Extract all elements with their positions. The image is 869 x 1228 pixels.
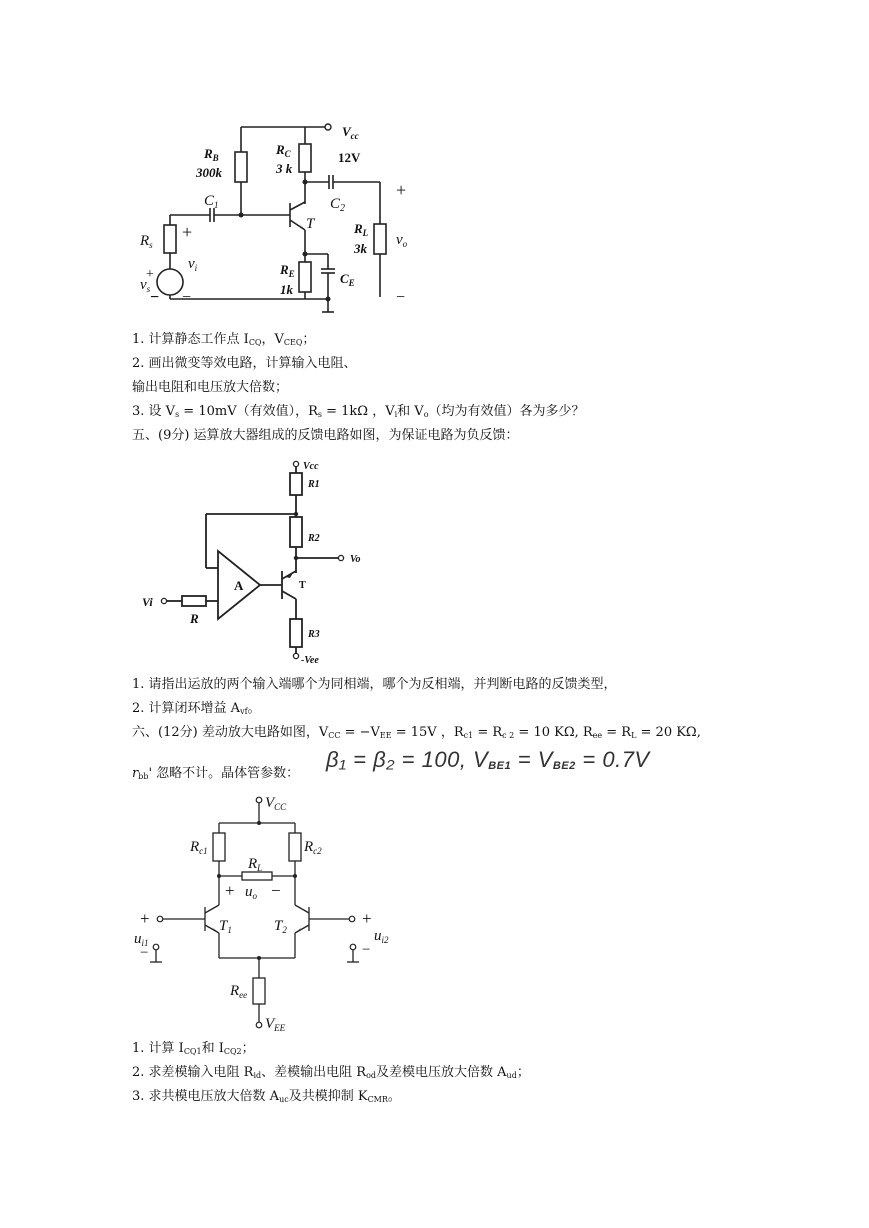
vo-label: Vo: [350, 554, 361, 565]
q6-line-5: 3. 求共模电压放大倍数 $A_{uc}$及共模抑制 $K_{CMR}$。: [132, 1089, 401, 1104]
q5-title: 五、(9分) 运算放大器组成的反馈电路如图，为保证电路为负反馈：: [132, 428, 519, 443]
svg-text:RB: $R_B$: [204, 146, 219, 163]
r2-label: R2: [308, 533, 320, 544]
q4-line-2: 2. 画出微变等效电路，计算输入电阻、: [132, 356, 357, 371]
vcc-label: V: [265, 795, 275, 811]
t1-label: T: [219, 918, 228, 934]
circuit-diagram-ce-amplifier: [130, 112, 430, 324]
svg-text:vs: $v_s$: [140, 277, 151, 294]
svg-text:T2: $T_2$: [274, 918, 287, 935]
svg-text:−: −: [140, 945, 149, 961]
ui1-label: u: [134, 931, 142, 947]
svg-text:vi: $v_i$: [188, 256, 198, 273]
rl-label: R: [248, 856, 258, 872]
opamp-label: A: [234, 578, 244, 593]
vcc-label: Vcc: [303, 461, 319, 472]
t2-label: T: [274, 918, 283, 934]
q4-line-3: 输出电阻和电压放大倍数；: [132, 380, 289, 395]
svg-text:Rc2: $R_{c2}$: [304, 839, 322, 856]
svg-text:CE: $C_E$: [340, 271, 355, 288]
q6-line-3: 1. 计算 $I_{CQ1}$和 $I_{CQ2}$；: [132, 1041, 255, 1056]
svg-text:+: +: [396, 180, 407, 200]
svg-text:Ree: $R_{ee}$: [230, 983, 248, 1000]
svg-text:+: +: [225, 881, 235, 900]
r3-label: R3: [308, 629, 320, 640]
vi-label: Vi: [142, 595, 153, 609]
rl-label: R: [354, 221, 363, 236]
transistor-label: T: [299, 580, 306, 591]
rs-label: R: [140, 233, 150, 249]
vs-label: v: [140, 277, 147, 293]
vo-label: v: [396, 232, 403, 248]
rc-value: 3 k: [276, 161, 293, 176]
svg-text:VEE: $V_{EE}$: [265, 1016, 286, 1033]
rl-value: 3k: [354, 241, 367, 256]
q4-line-4: 3. 设 $V_s = 10mV$（有效值），$R_s = 1k\Omega$ ，$V_i$和 $V_o$（均为有效值）各为多少？: [132, 404, 585, 419]
svg-text:−: −: [271, 881, 281, 900]
vi-label: v: [188, 256, 195, 272]
q5-line-1: 1. 请指出运放的两个输入端哪个为同相端，哪个为反相端，并判断电路的反馈类型，: [132, 677, 617, 692]
vee-label: -Vee: [301, 655, 319, 666]
svg-text:−: −: [362, 942, 371, 958]
svg-text:Rs: $R_s$: [140, 233, 153, 250]
svg-text:uo: $u_o$: [245, 884, 257, 901]
re-label: R: [280, 262, 289, 277]
c2-label: C: [330, 196, 341, 212]
svg-text:+: +: [362, 909, 372, 928]
svg-text:−: −: [150, 289, 160, 306]
svg-text:RE: $R_E$: [280, 262, 295, 279]
q4-line-1: 1. 计算静态工作点 $I_{CQ}$，$V_{CEQ}$；: [132, 332, 316, 347]
svg-text:T1: $T_1$: [219, 918, 232, 935]
svg-text:vo: $v_o$: [396, 232, 408, 249]
svg-text:+: +: [140, 909, 150, 928]
svg-text:+: +: [146, 267, 154, 282]
c1-label: C: [204, 193, 215, 209]
svg-text:Rc1: $R_{c1}$: [190, 839, 208, 856]
rc1-label: R: [190, 839, 200, 855]
svg-text:RL: $R_L$: [354, 221, 369, 238]
rb-label: R: [204, 146, 213, 161]
svg-text:RC: $R_C$: [276, 142, 291, 159]
circuit-diagram-differential-amplifier: [128, 790, 408, 1040]
re-value: 1k: [280, 282, 293, 297]
uo-label: u: [245, 884, 253, 900]
q6-line-2: $r_{bb}'$ 忽略不计。晶体管参数：: [132, 766, 300, 781]
svg-text:−: −: [182, 289, 192, 306]
ui2-label: u: [374, 928, 382, 944]
vcc-label: V: [342, 124, 351, 139]
svg-text:C2: $C_2$: [330, 196, 346, 214]
svg-text:ui1: $u_{i1}$: [134, 931, 149, 948]
ce-label: C: [340, 271, 349, 286]
svg-text:C1: $C_1$: [204, 193, 219, 210]
r1-label: R1: [308, 479, 320, 490]
q6-line-4: 2. 求差模输入电阻 $R_{id}$、差模输出电阻 $R_{od}$及差模电压放大倍数 $A_{ud}$；: [132, 1065, 530, 1080]
vee-label: V: [265, 1016, 275, 1032]
rc2-label: R: [304, 839, 314, 855]
svg-text:RL: $R_L$: [248, 856, 263, 873]
svg-text:VCC: $V_{CC}$: [265, 795, 287, 812]
q5-line-2: 2. 计算闭环增益 $A_{vf}$。: [132, 701, 261, 716]
svg-text:ui2: $u_{i2}$: [374, 928, 389, 945]
ree-label: R: [230, 983, 240, 999]
transistor-label: T: [306, 216, 315, 232]
circuit-diagram-opamp-feedback: [136, 457, 396, 669]
rb-value: 300k: [196, 165, 222, 180]
r-label: R: [190, 611, 199, 626]
q6-title: 六、(12分) 差动放大电路如图，$V_{CC} = -V_{EE} = 15V$ ，$R_{c1} = R_{c 2} = 10$ KΩ, $R_{ee} = R_L = 20$ KΩ,: [132, 725, 701, 740]
svg-text:−: −: [396, 289, 406, 306]
transistor-parameters: β₁ = β₂ = 100, $V_{BE1} = V_{BE2} = 0.7V$: [326, 747, 650, 772]
vcc-value: 12V: [338, 150, 361, 165]
svg-text:+: +: [182, 222, 193, 242]
svg-text:Vcc: $V_{cc}$: [342, 124, 359, 141]
rc-label: R: [276, 142, 285, 157]
